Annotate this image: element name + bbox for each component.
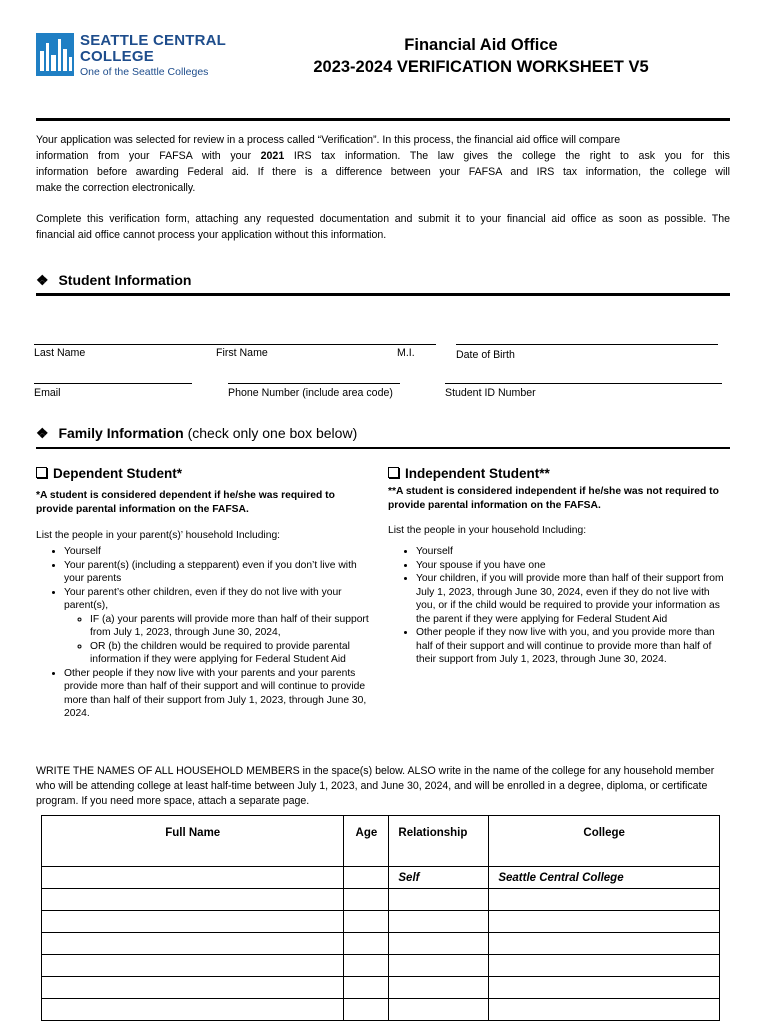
dependent-list-intro: List the people in your parent(s)’ household Including: [36, 530, 281, 541]
intro-line: Complete this verification form, attaching any requested documentation and submit it to your financial aid office as soon as possible. The [36, 213, 730, 225]
table-row [42, 933, 720, 955]
last-name-label: Last Name [34, 347, 86, 359]
full-name-cell[interactable] [42, 999, 344, 1021]
full-name-cell[interactable] [42, 955, 344, 977]
list-item: • Other people if they now live with you, and you provide more than half of their support and will continue to provide more than half of their support from July 1, 2023, through June 30, 2024. [416, 626, 728, 667]
college-cell[interactable] [489, 955, 720, 977]
list-item: • Your children, if you will provide more than half of their support from July 1, 2023, through June 30, 2024, even if they do not live with you, or if the child would be required to provide your information as the parent if they were applying for Federal Student Aid [416, 572, 728, 626]
college-cell[interactable] [489, 911, 720, 933]
relationship-cell[interactable] [389, 911, 489, 933]
list-item: • Other people if they now live with your parents and your parents provide more than half of their support and will continue to provide more than half of their support from July 1, 2023, through June 30, 2024. [64, 667, 376, 721]
checkbox-icon[interactable] [36, 467, 47, 478]
table-row [42, 955, 720, 977]
age-cell[interactable] [344, 977, 389, 999]
intro-line: information before awarding Federal aid. If there is a difference between your FAFSA and IRS tax information, the college will [36, 166, 730, 178]
phone-label: Phone Number (include area code) [228, 387, 393, 399]
table-row [42, 977, 720, 999]
mi-label: M.I. [397, 347, 415, 359]
relationship-cell[interactable] [389, 933, 489, 955]
full-name-cell[interactable] [42, 933, 344, 955]
table-row [42, 999, 720, 1021]
age-cell[interactable] [344, 911, 389, 933]
table-row [42, 911, 720, 933]
phone-line[interactable] [228, 383, 400, 384]
college-cell[interactable] [489, 999, 720, 1021]
student-info-heading: ❖ Student Information [36, 272, 192, 288]
age-cell[interactable] [344, 889, 389, 911]
age-cell[interactable] [344, 999, 389, 1021]
list-item: • Yourself [416, 545, 728, 559]
full-name-cell[interactable] [42, 867, 344, 889]
intro-line: financial aid office cannot process your application without this information. [36, 229, 387, 241]
full-name-cell[interactable] [42, 889, 344, 911]
intro-line: Your application was selected for review in a process called “Verification”. In this process, the financial aid office will compare [36, 134, 621, 146]
full-name-cell[interactable] [42, 911, 344, 933]
college-cell[interactable] [489, 889, 720, 911]
relationship-cell[interactable] [389, 955, 489, 977]
table-header-row [42, 816, 720, 867]
office-title: Financial Aid Office [404, 36, 558, 54]
independent-list [388, 545, 728, 667]
relationship-cell[interactable] [389, 889, 489, 911]
header-rule [36, 118, 730, 121]
diamond-bullet-icon: ❖ [36, 272, 49, 288]
sub-list-item: ◦ OR (b) the children would be required to provide parental information if they were applying for Federal Student Aid [90, 640, 376, 667]
household-instructions: WRITE THE NAMES OF ALL HOUSEHOLD MEMBERS in the space(s) below. ALSO write in the name of the college for any household member who will be attending college at least half-time between July 1, 2023, and June 30, 2024, and will be enrolled in a degree, diploma, or certificate program. If you need more space, attach a separate page. [36, 765, 715, 807]
student-id-label: Student ID Number [445, 387, 536, 399]
checkbox-icon[interactable] [388, 467, 399, 478]
dob-line[interactable] [456, 344, 718, 345]
list-item: • Your spouse if you have one [416, 559, 728, 573]
intro-paragraph-2 [36, 211, 730, 243]
student-id-line[interactable] [445, 383, 722, 384]
list-item: • Yourself [64, 545, 376, 559]
family-info-heading: ❖ Family Information (check only one box below) [36, 425, 358, 441]
dependent-student-option[interactable]: Dependent Student* [36, 466, 182, 481]
intro-paragraph-1 [36, 132, 730, 196]
college-logo-icon [36, 33, 74, 76]
first-name-label: First Name [216, 347, 268, 359]
column-header-age: Age [344, 816, 389, 867]
dependent-list [36, 545, 376, 721]
student-info-rule [36, 293, 730, 296]
dependent-note: *A student is considered dependent if he/she was required to provide parental information on the FAFSA. [36, 490, 335, 515]
dob-label: Date of Birth [456, 349, 515, 361]
column-header-relationship: Relationship [389, 816, 489, 867]
relationship-cell[interactable]: Self [389, 867, 489, 889]
family-info-rule [36, 447, 730, 449]
name-line[interactable] [34, 344, 436, 345]
independent-list-intro: List the people in your household Including: [388, 525, 587, 536]
independent-student-option[interactable]: Independent Student** [388, 466, 550, 481]
full-name-cell[interactable] [42, 977, 344, 999]
column-header-college: College [489, 816, 720, 867]
college-cell[interactable] [489, 933, 720, 955]
age-cell[interactable] [344, 955, 389, 977]
list-item: • Your parent’s other children, even if they do not live with your parent(s), ◦ IF (a) your parents will provide more than half of their support from July 1, 2023, through June 30, 2024, ◦ OR (b) the children would be required to provide parental information if they were applying for Federal Student Aid [64, 586, 376, 667]
college-cell[interactable]: Seattle Central College [489, 867, 720, 889]
relationship-cell[interactable] [389, 977, 489, 999]
intro-line: information from your FAFSA with your 2021 IRS tax information. The law gives the college the right to ask you for this [36, 150, 730, 162]
email-line[interactable] [34, 383, 192, 384]
intro-line: make the correction electronically. [36, 182, 196, 194]
table-row [42, 867, 720, 889]
relationship-cell[interactable] [389, 999, 489, 1021]
age-cell[interactable] [344, 867, 389, 889]
household-table [41, 815, 720, 1021]
worksheet-title: 2023-2024 VERIFICATION WORKSHEET V5 [313, 58, 649, 76]
logo-line-2: COLLEGE [80, 48, 154, 65]
logo-tagline: One of the Seattle Colleges [80, 66, 209, 78]
diamond-bullet-icon: ❖ [36, 425, 49, 441]
college-cell[interactable] [489, 977, 720, 999]
logo-line-1: SEATTLE CENTRAL [80, 32, 227, 49]
table-row [42, 889, 720, 911]
family-info-note: (check only one box below) [187, 425, 358, 441]
age-cell[interactable] [344, 933, 389, 955]
column-header-full-name: Full Name [42, 816, 344, 867]
independent-note: **A student is considered independent if he/she was not required to provide parental information on the FAFSA. [388, 486, 719, 511]
sub-list-item: ◦ IF (a) your parents will provide more than half of their support from July 1, 2023, through June 30, 2024, [90, 613, 376, 640]
email-label: Email [34, 387, 61, 399]
list-item: • Your parent(s) (including a stepparent) even if you don’t live with your parents [64, 559, 376, 586]
